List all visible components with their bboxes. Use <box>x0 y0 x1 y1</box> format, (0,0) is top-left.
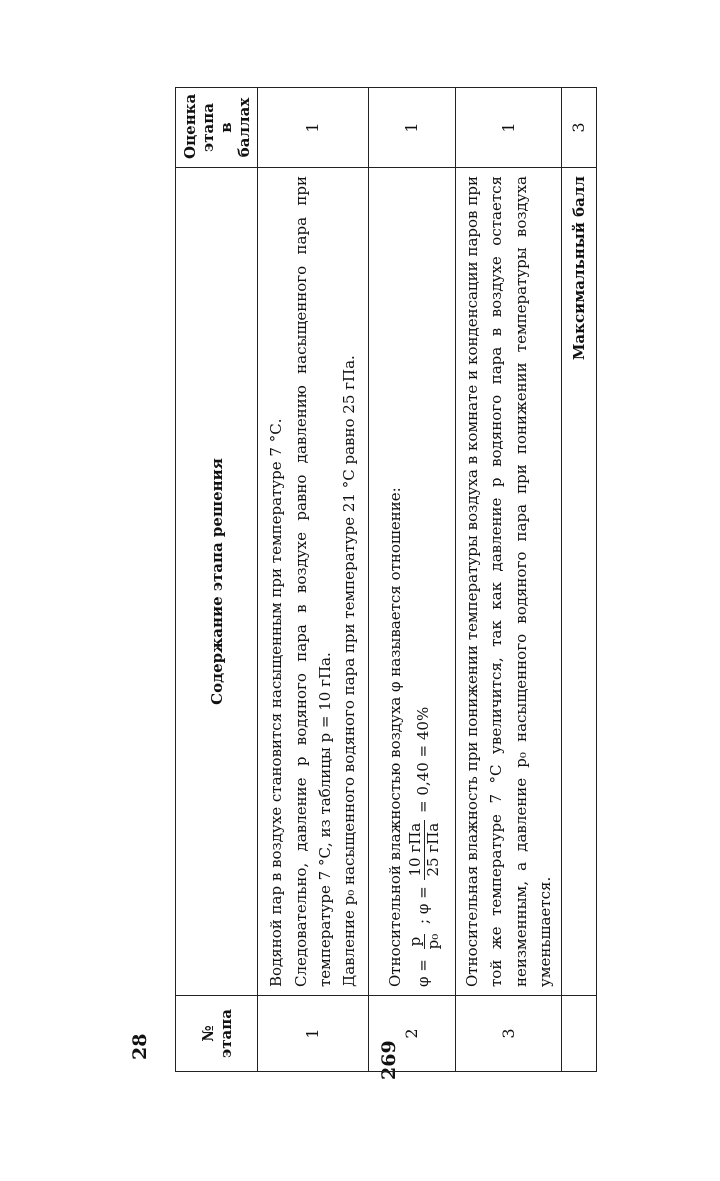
solution-table <box>175 87 597 1072</box>
step-score: 1 <box>258 88 369 168</box>
fraction-numerator: 10 гПа <box>407 820 425 880</box>
step-content <box>456 168 562 996</box>
section-number: 28 <box>129 1033 151 1060</box>
content-line: Давление p₀ насыщенного водяного пара при температуре 21 °С равно 25 гПа. <box>340 355 359 987</box>
content-line: Относительной влажностью воздуха φ называется отношение: <box>385 487 404 987</box>
step-content <box>258 168 369 996</box>
fraction-denominator: p₀ <box>423 933 442 950</box>
table-row <box>369 88 456 1072</box>
max-score-value: 3 <box>562 88 597 168</box>
fraction-values <box>407 820 441 880</box>
header-score: Оценка этапа в баллах <box>176 88 258 168</box>
step-number: 3 <box>456 996 562 1072</box>
step-number: 2 <box>369 996 456 1072</box>
table-row <box>258 88 369 1072</box>
content-line: Следовательно, давление p водяного пара в воздухе равно давлению насыщенного пара при температуре 7 °С, из таблицы p = 10 гПа. <box>291 176 334 987</box>
header-step-number: № этапа <box>176 996 258 1072</box>
table-row <box>456 88 562 1072</box>
header-content: Содержание этапа решения <box>176 168 258 996</box>
content-line: Относительная влажность при понижении температуры воздуха в комнате и конденсации паров при той же температуре 7 °С увеличится, так как давление p водяного пара в воздухе остается неизменным, а давление p₀ насыщенного водяного пара при понижении температуры воздуха уменьшается. <box>463 176 554 987</box>
step-number: 1 <box>258 996 369 1072</box>
formula <box>407 176 441 987</box>
fraction-denominator: 25 гПа <box>423 822 442 877</box>
footer-row <box>562 88 597 1072</box>
step-score: 1 <box>369 88 456 168</box>
max-score-label: Максимальный балл <box>562 168 597 996</box>
step-content <box>369 168 456 996</box>
formula-phi: φ = <box>414 959 433 987</box>
page-number: 269 <box>378 1040 400 1080</box>
rotated-table-wrapper <box>175 87 588 1072</box>
formula-separator: ; φ = <box>414 886 433 924</box>
content-line: Водяной пар в воздухе становится насыщенным при температуре 7 °С. <box>267 418 286 987</box>
step-score: 1 <box>456 88 562 168</box>
footer-empty-cell <box>562 996 597 1072</box>
header-row <box>176 88 258 1072</box>
formula-result: = 0,40 = 40% <box>414 706 433 813</box>
fraction-p-over-p0 <box>407 931 441 953</box>
fraction-numerator: p <box>407 934 425 950</box>
